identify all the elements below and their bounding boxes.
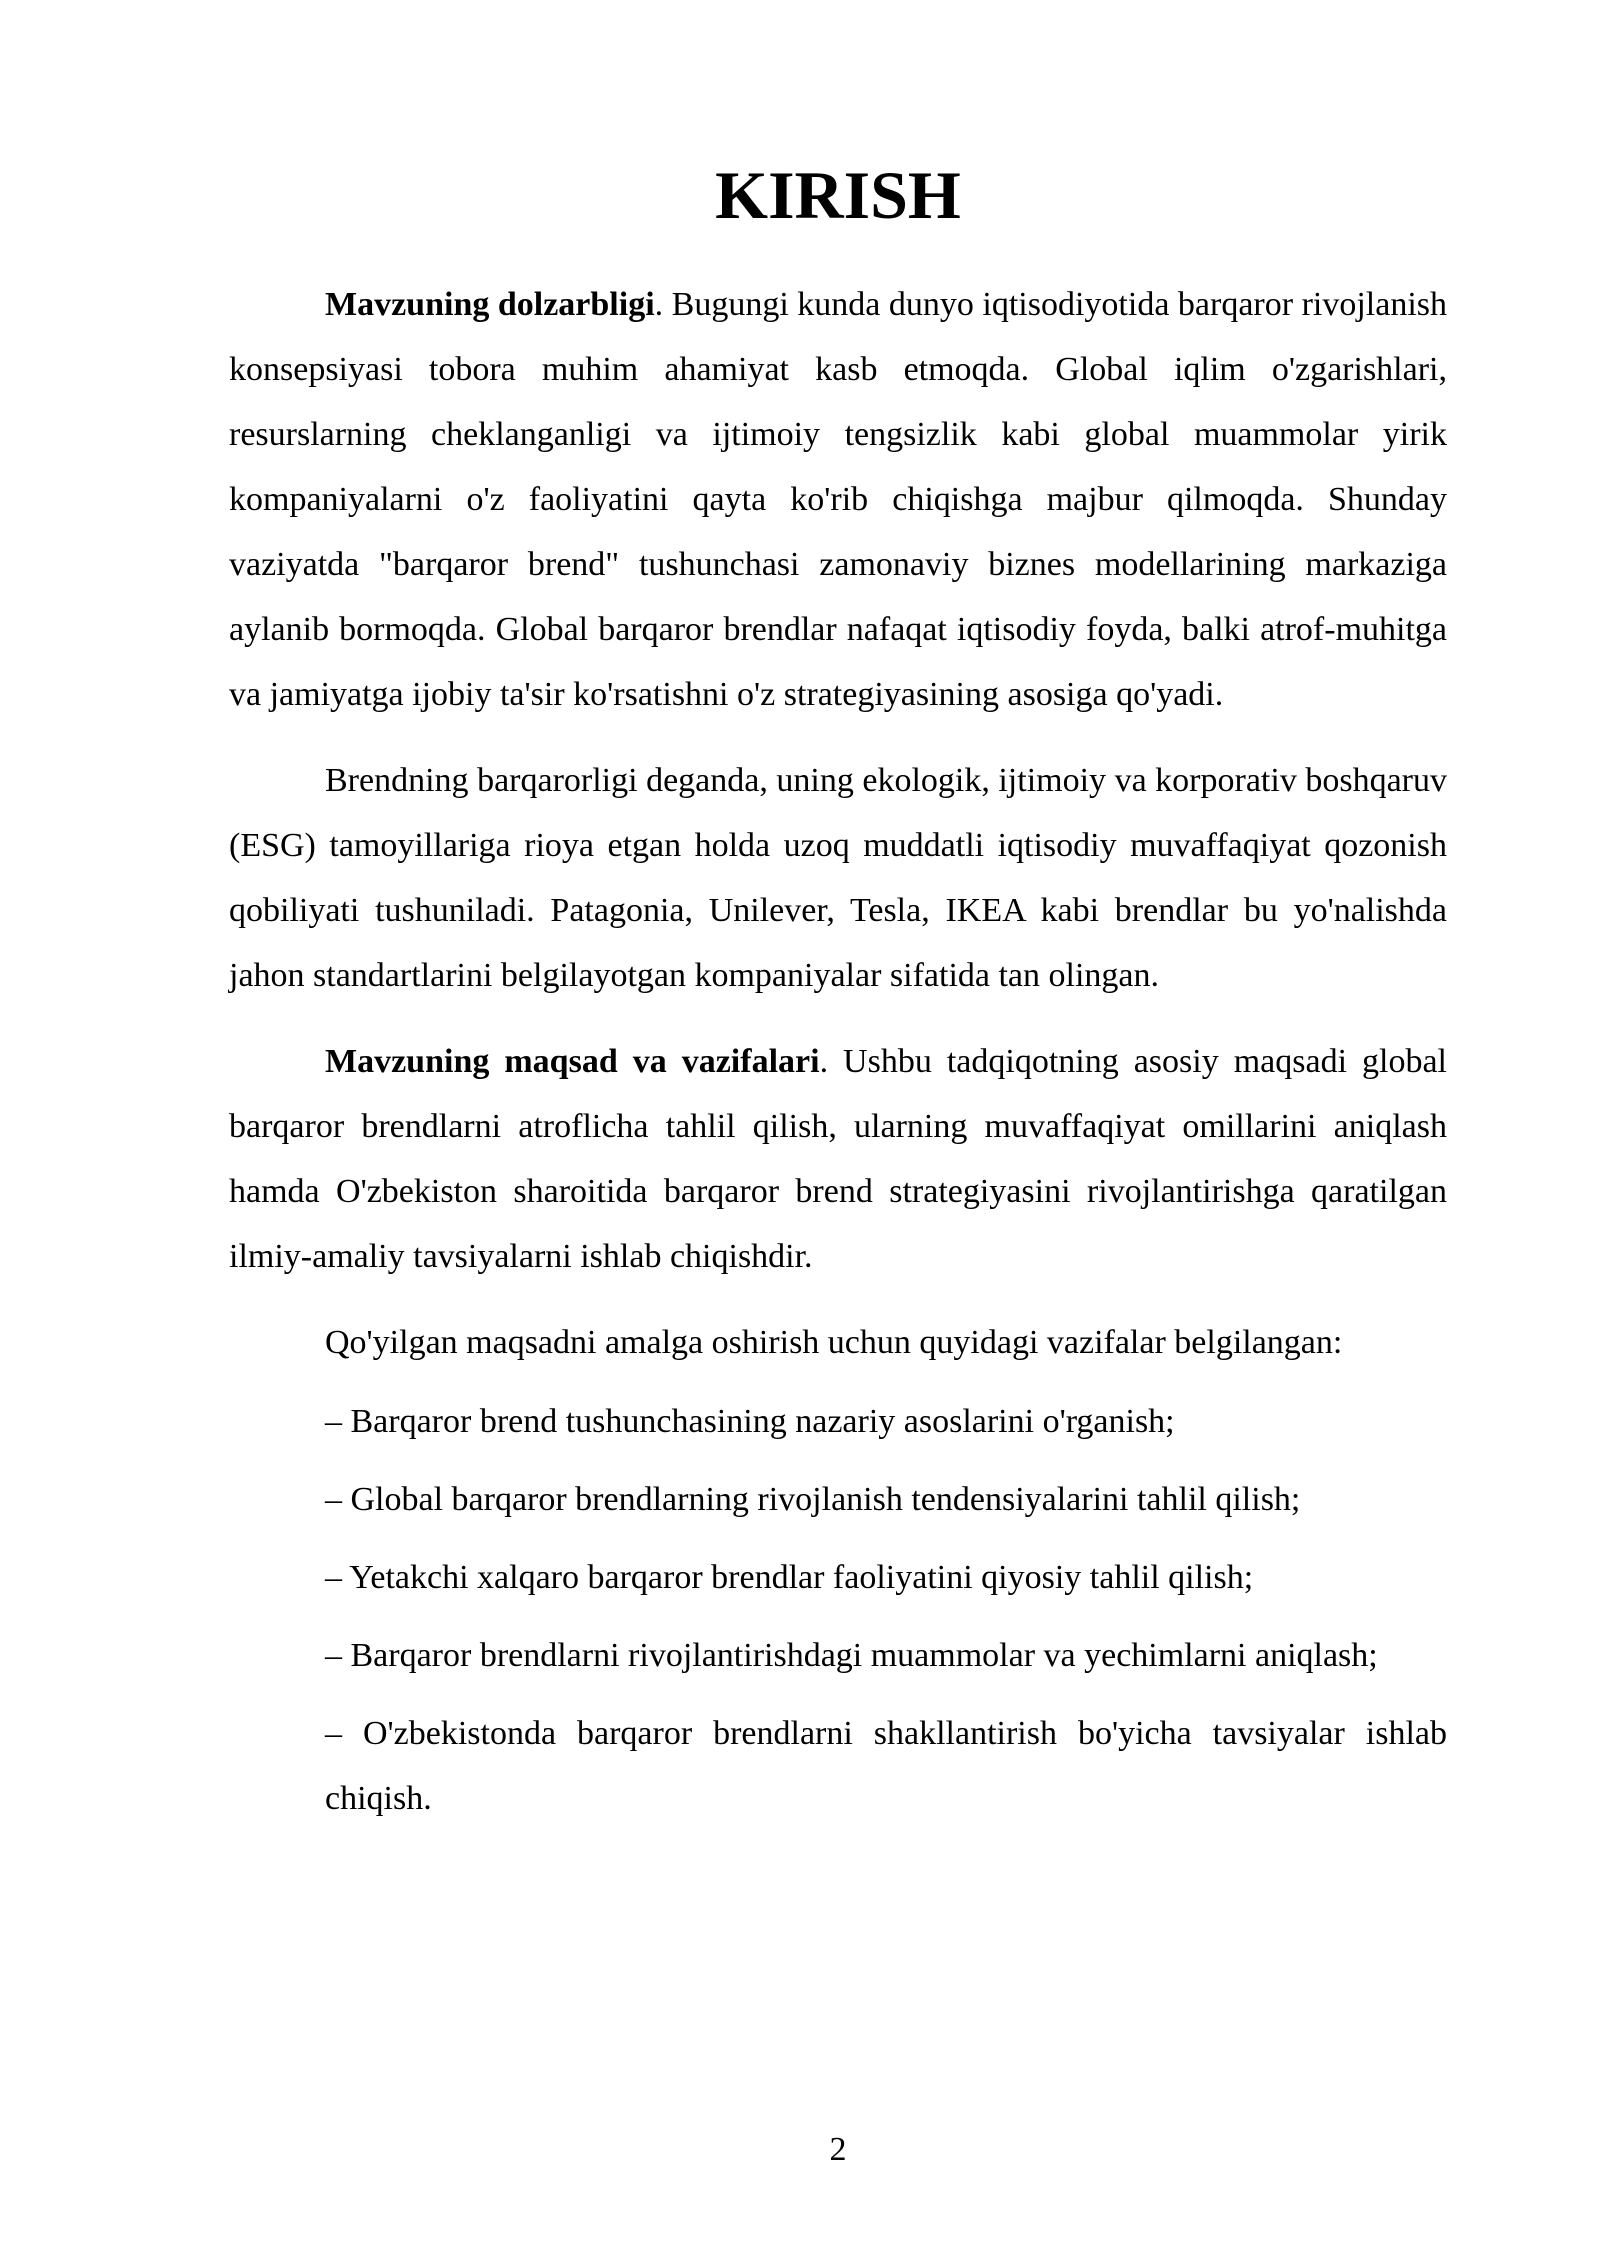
paragraph-relevance <box>229 272 1447 727</box>
paragraph-text: . Ushbu tadqiqotning asosiy maqsadi global barqaror brendlarni atroflicha tahlil qilish, ularning muvaffaqiyat omillarini aniqlash hamda O'zbekiston sharoitida barqaror brend strategiyasini rivojlantirishga qaratilgan ilmiy-amaliy tavsiyalarni ishlab chiqishdir. <box>229 1043 1447 1275</box>
paragraph-goals <box>229 1029 1447 1289</box>
paragraph-lead: Mavzuning dolzarbligi <box>325 286 655 323</box>
list-item: – Barqaror brendlarni rivojlantirishdagi muammolar va yechimlarni aniqlash; <box>325 1637 1378 1674</box>
paragraph-text: . Bugungi kunda dunyo iqtisodiyotida barqaror rivojlanish konsepsiyasi tobora muhim ahamiyat kasb etmoqda. Global iqlim o'zgarishlari, resurslarning cheklanganligi va ijtimoiy tengsizlik kabi global muammolar yirik kompaniyalarni o'z faoliyatini qayta ko'rib chiqishga majbur qilmoqda. Shunday vaziyatda "barqaror brend" tushunchasi zamonaviy biznes modellarining markaziga aylanib bormoqda. Global barqaror brendlar nafaqat iqtisodiy foyda, balki atrof-muhitga va jamiyatga ijobiy ta'sir ko'rsatishni o'z strategiyasining asosiga qo'yadi. <box>229 286 1448 713</box>
page-content <box>229 157 1448 1831</box>
section-heading: KIRISH <box>715 157 961 233</box>
list-item: – Yetakchi xalqaro barqaror brendlar faoliyatini qiyosiy tahlil qilish; <box>325 1559 1254 1596</box>
page-number: 2 <box>829 2131 847 2168</box>
paragraph-lead: Mavzuning maqsad va vazifalari <box>325 1043 820 1080</box>
paragraph-text: Qo'yilgan maqsadni amalga oshirish uchun quyidagi vazifalar belgilangan: <box>325 1324 1343 1361</box>
paragraph-sustainability-definition <box>229 748 1447 1008</box>
tasks-list <box>229 1389 1447 1831</box>
list-item: – Global barqaror brendlarning rivojlanish tendensiyalarini tahlil qilish; <box>325 1481 1301 1518</box>
list-item: – Barqaror brend tushunchasining nazariy asoslarini o'rganish; <box>325 1403 1175 1440</box>
paragraph-text: Brendning barqarorligi deganda, uning ekologik, ijtimoiy va korporativ boshqaruv (ESG) tamoyillariga rioya etgan holda uzoq muddatli iqtisodiy muvaffaqiyat qozonish qobiliyati tushuniladi. Patagonia, Unilever, Tesla, IKEA kabi brendlar bu yo'nalishda jahon standartlarini belgilayotgan kompaniyalar sifatida tan olingan. <box>229 762 1447 994</box>
paragraph-tasks-intro <box>229 1310 1447 1375</box>
list-item: – O'zbekistonda barqaror brendlarni shakllantirish bo'yicha tavsiyalar ishlab chiqish. <box>325 1715 1447 1817</box>
